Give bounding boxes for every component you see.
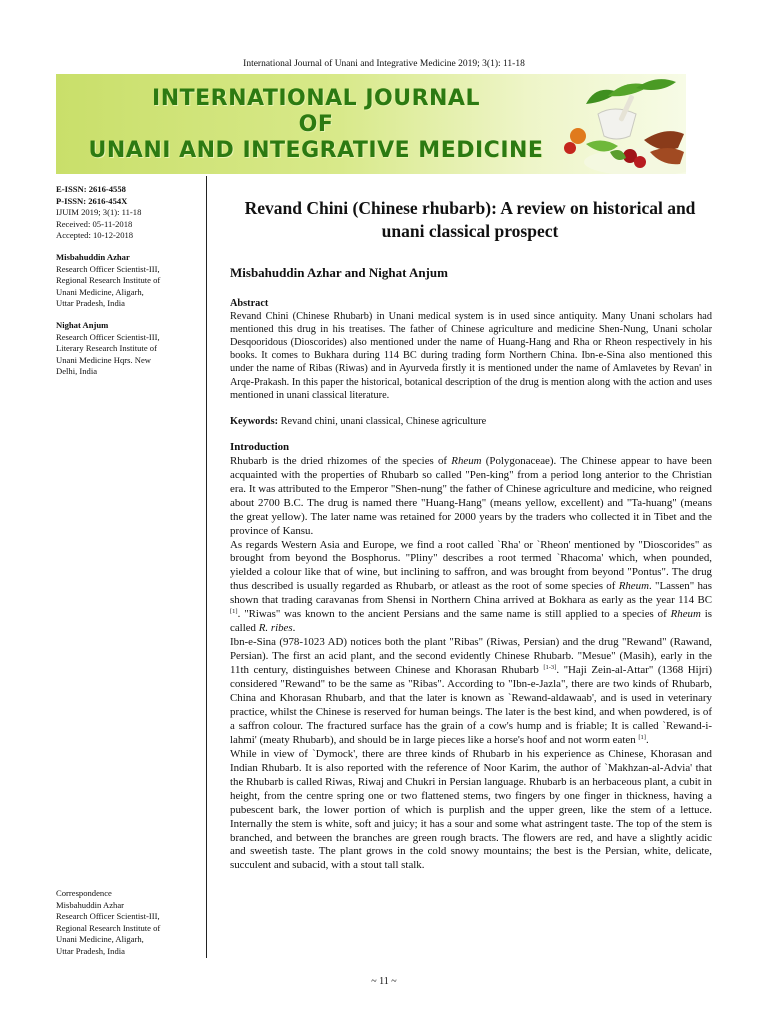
citation: IJUIM 2019; 3(1): 11-18 [56,207,142,218]
abstract-text: Revand Chini (Chinese Rhubarb) in Unani medical system is in used since antiquity. Many Unani scholars had mentioned this drug in his treatises. The father of Chinese agriculture and medicine Shen-Nung, Unani scholar Desqooridous (Dioscorides) also mentioned under the name of Huang-Hang and Rha or Rheon respectively in his books. It comes to Bukhara during 114 BC during trading form Northern China. Ibn-e-Sina also mentioned this under the name of Ribas (Riwas) and in Ayurveda firstly it is mentioned under the name of Amlavetes by Revan' in Arqe-Prakash. In this paper the historical, botanical description of the drug is mention along with the action and uses mentioned in unani classical literature. [230,311,712,401]
affiliation-line: Unani Medicine, Aligarh, [56,286,144,297]
correspondence-label: Correspondence [56,888,112,898]
affiliation-line: Regional Research Institute of [56,922,161,933]
banner-title-line: INTERNATIONAL JOURNAL [152,86,480,111]
article-body [230,297,712,873]
citation-ref: [1] [230,608,238,616]
article-meta [56,184,204,242]
affiliation-line: Uttar Pradesh, India [56,945,125,956]
author-affiliation-2 [56,320,204,378]
keywords-label: Keywords: [230,415,279,427]
paragraph: Rhubarb is the dried rhizomes of the species of Rheum (Polygonaceae). The Chinese appear to have been acquainted with the properties of Rhubarb so called "Pen-king" from a period long anterior to the Christian era. It was attributed to the Emperor "Shen-nung" the father of Chinese agriculture and medicine, who reigned about 2700 B.C. The drug is named there "Huang-Hang" (means yellow, excellent) and "Ta-huang" (means the great yellow). The later name was retained for 2000 years by the traders who collected it in Tibet and the province of Kansu. [230,454,712,537]
correspondence-name: Misbahuddin Azhar [56,899,125,910]
received-date: Received: 05-11-2018 [56,218,133,229]
keywords [230,415,712,428]
correspondence-block [56,888,204,958]
article-authors: Misbahuddin Azhar and Nighat Anjum [230,265,448,280]
journal-banner-title [56,86,576,164]
eissn: E-ISSN: 2616-4558 [56,184,126,194]
running-head: International Journal of Unani and Integrative Medicine 2019; 3(1): 11-18 [243,59,525,69]
keywords-text: Revand chini, unani classical, Chinese agriculture [280,415,487,427]
affiliation-line: Delhi, India [56,366,98,377]
affiliation-line: Research Officer Scientist-III, [56,263,160,274]
affiliation-line: Research Officer Scientist-III, [56,911,160,922]
author-affiliation-1 [56,252,204,310]
affiliation-line: Regional Research Institute of [56,275,161,286]
affiliation-line: Unani Medicine Hqrs. New [56,354,151,365]
accepted-date: Accepted: 10-12-2018 [56,230,134,241]
citation-ref: [1] [638,733,646,741]
author-name: Misbahuddin Azhar [56,251,130,262]
article-title: Revand Chini (Chinese rhubarb): A review on historical and unani classical prospect [244,198,696,241]
banner-title-line: UNANI AND INTEGRATIVE MEDICINE [88,138,544,163]
column-divider [206,176,207,958]
paragraph: While in view of `Dymock', there are three kinds of Rhubarb in his experience as Chinese, Khorasan and Indian Rhubarb. It is also reported with the reference of Noor Karim, the author of `Makhzan-al-Advia' that the Rhubarb is called Riwas, Riwaj and Chukri in Persian language. Rhubarb is an herbaceous plant, a cubit in height, from the centre spring one or two flattened stems, two fingers by one finger in thickness, having a pubescent bark, the lower portion of which is purplish and the upper green, like the stem of a lettuce. Internally the stem is white, soft and juicy; it has a sour and some what astringent taste. The top of the stem is branched, and between the branches are green rough bracts. The flowers are red, and have a slightly acidic and sweetish taste. The plant grows in the cold snowy mountains; the best is the Persian, white, delicate, succulent and subacid, with a stout tall stalk. [230,747,712,872]
paragraph: Ibn-e-Sina (978-1023 AD) notices both the plant "Ribas" (Riwas, Persian) and the drug "Rewand" (Rawand, Persian). The first an acid plant, and the second evidently Chinese Rhubarb. "Mesue" (Masih), early in the 11th century, distinguishes between Chinese and Khorasan Rhubarb [1-3]. "Haji Zein-al-Attar" (1368 Hijri) considered "Rewand" to be the same as "Ribas". According to "Ibn-e-Jazla", there are two kinds of Rhubarb, China and Khorasan Rhubarb, and that the later is known as `Rewand-aldawaab', and is used in veterinary practice, whilst the Chinese is reserved for human beings. The later is the best kind, and when powdered, is of a saffron colour. The fractured surface has the grain of a cow's hump and is friable; It is called `Rewand-i-lahmi' (meaty Rhubarb), and should be in large pieces like a horse's hoof and not worm eaten [1]. [230,636,712,746]
introduction-heading: Introduction [230,440,290,453]
pissn: P-ISSN: 2616-454X [56,195,128,206]
affiliation-line: Uttar Pradesh, India [56,298,125,309]
banner-title-line: OF [298,112,334,137]
paragraph: As regards Western Asia and Europe, we find a root called `Rha' or `Rheon' mentioned by "Dioscorides" as brought from beyond the Bosphorus. "Pliny" describes a root termed `Rhacoma' which, when pounded, yielded a colour like that of wine, but inclining to saffron, and was brought from beyond "Pontus". The drug thus described is usually regarded as Rhubarb, or atleast as the root of some species of Rheum. "Lassen" has shown that trading caravanas from Shensi in Northern China arrived at Bokhara as early as the year 114 BC [1]. "Riwas" was known to the ancient Persians and the same name is still applied to a species of Rheum is called R. ribes. [230,538,712,635]
journal-banner [56,74,686,174]
sidebar [56,184,204,388]
abstract-heading: Abstract [230,298,269,309]
affiliation-line: Research Officer Scientist-III, [56,331,160,342]
herbs-and-mortar-illustration [526,74,686,174]
affiliation-line: Unani Medicine, Aligarh, [56,934,144,945]
affiliation-line: Literary Research Institute of [56,343,157,354]
page-number: ~ 11 ~ [371,976,397,987]
citation-ref: [1-3] [543,664,557,672]
author-name: Nighat Anjum [56,319,109,330]
